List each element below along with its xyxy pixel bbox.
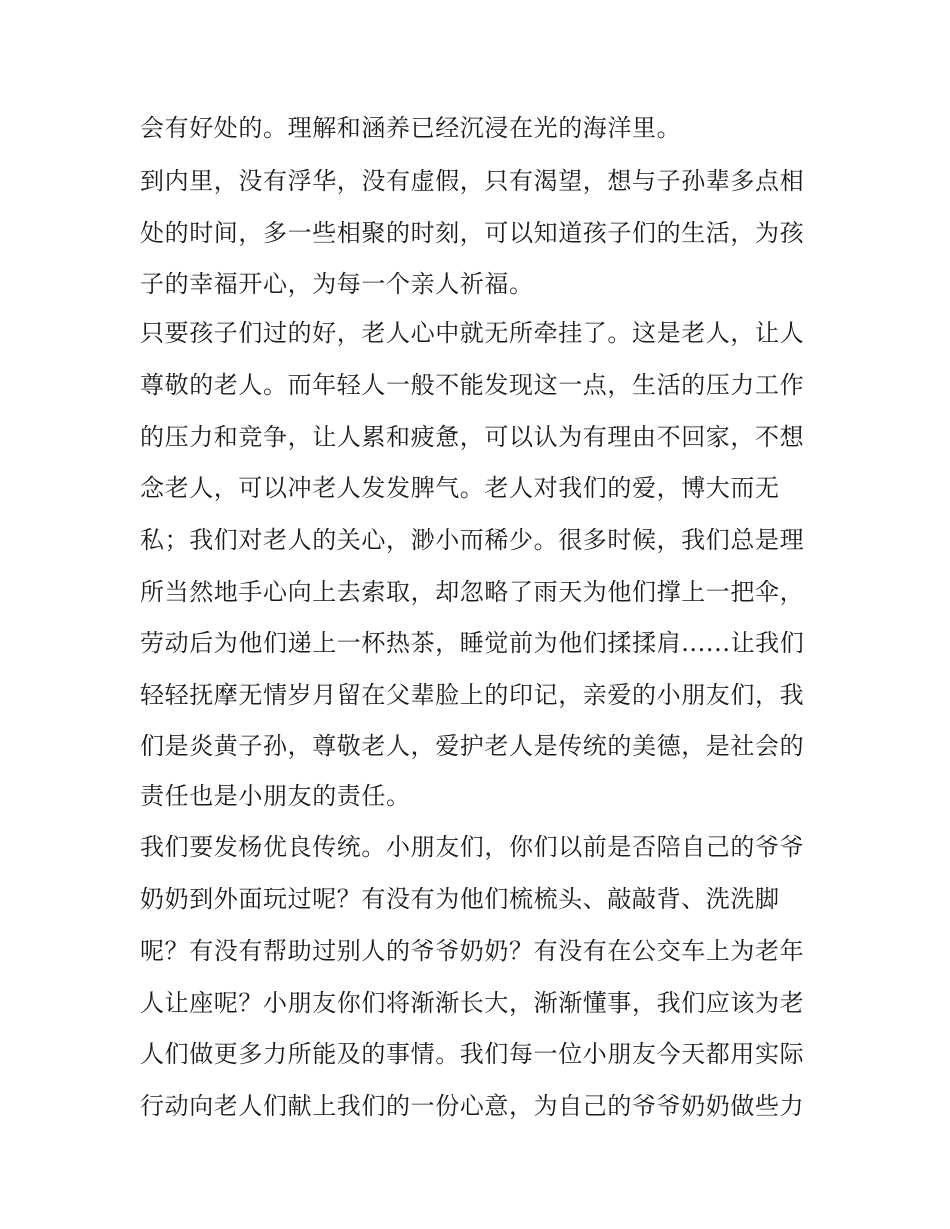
text-line: 只要孩子们过的好，老人心中就无所牵挂了。这是老人，让人 <box>140 319 805 347</box>
text-line: 的压力和竞争，让人累和疲惫，可以认为有理由不回家，不想 <box>140 423 805 451</box>
text-line: 会有好处的。理解和涵养已经沉浸在光的海洋里。 <box>140 114 682 142</box>
text-line: 责任也是小朋友的责任。 <box>140 782 411 810</box>
text-line: 人让座呢？小朋友你们将渐渐长大，渐渐懂事，我们应该为老 <box>140 989 805 1017</box>
text-line: 轻轻抚摩无情岁月留在父辈脸上的印记，亲爱的小朋友们，我 <box>140 681 805 709</box>
text-line: 私；我们对老人的关心，渺小而稀少。很多时候，我们总是理 <box>140 526 805 554</box>
text-line: 人们做更多力所能及的事情。我们每一位小朋友今天都用实际 <box>140 1040 805 1068</box>
text-line: 所当然地手心向上去索取，却忽略了雨天为他们撑上一把伞， <box>140 578 805 606</box>
text-line: 到内里，没有浮华，没有虚假，只有渴望，想与子孙辈多点相 <box>140 167 805 195</box>
text-line: 呢？有没有帮助过别人的爷爷奶奶？有没有在公交车上为老年 <box>140 937 805 965</box>
text-line: 们是炎黄子孙，尊敬老人，爱护老人是传统的美德，是社会的 <box>140 732 805 760</box>
text-line: 行动向老人们献上我们的一份心意，为自己的爷爷奶奶做些力 <box>140 1092 805 1120</box>
text-line: 奶奶到外面玩过呢？有没有为他们梳梳头、敲敲背、洗洗脚 <box>140 885 780 913</box>
text-line: 念老人，可以冲老人发发脾气。老人对我们的爱，博大而无 <box>140 474 780 502</box>
text-line: 子的幸福开心，为每一个亲人祈福。 <box>140 270 534 298</box>
text-line: 我们要发杨优良传统。小朋友们，你们以前是否陪自己的爷爷 <box>140 833 805 861</box>
text-line: 尊敬的老人。而年轻人一般不能发现这一点，生活的压力工作 <box>140 371 805 399</box>
text-line: 劳动后为他们递上一杯热茶，睡觉前为他们揉揉肩......让我们 <box>140 629 805 657</box>
text-line: 处的时间，多一些相聚的时刻，可以知道孩子们的生活，为孩 <box>140 219 805 247</box>
